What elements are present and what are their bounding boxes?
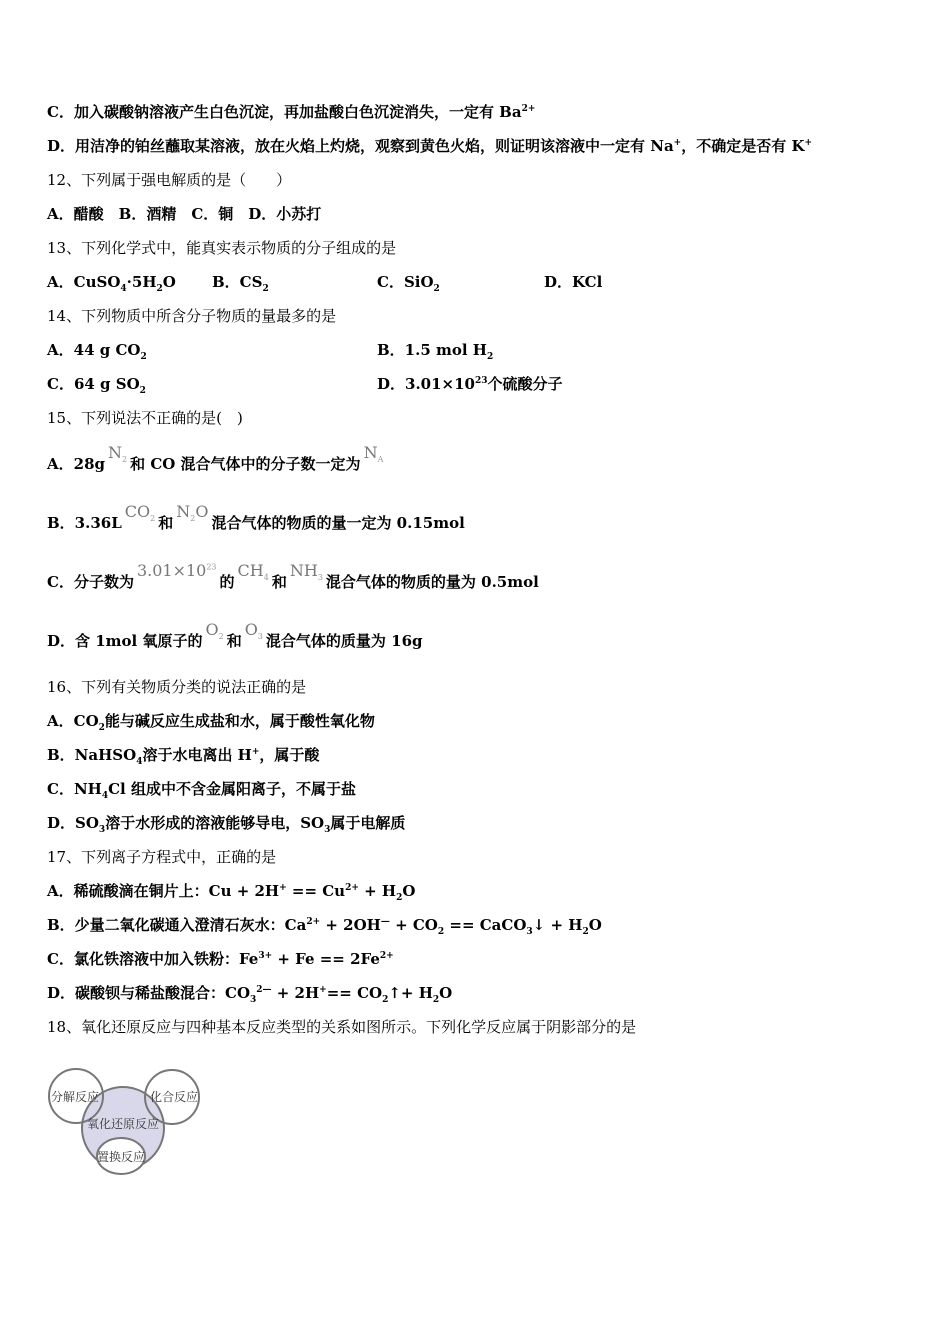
question-16-option-b: B．NaHSO$_4$溶于水电离出 H+，属于酸 — [47, 746, 320, 767]
question-17-option-a: A．稀硫酸滴在铜片上：$Cu + 2H^+ == Cu^{2+} + H_2O$ — [47, 882, 416, 903]
question-12-options: A．醋酸 B．酒精 C．铜 D．小苏打 — [47, 205, 322, 223]
decomposition-label: 分解反应 — [50, 1090, 100, 1104]
question-17-option-d: D．碳酸钡与稀盐酸混合：$CO_3^{2—} + 2H^+==$ $CO_2↑+ H_2O$ — [47, 984, 453, 1005]
question-15-option-d: D．含 1mol 氧原子的$O_2$ 和$O_3$ 混合气体的质量为 16g — [47, 620, 423, 650]
question-17-option-b: B．少量二氧化碳通入澄清石灰水：$Ca^{2+} + 2OH^— + CO_2$ == CaCO$_3$↓ + $H_2O$ — [47, 916, 602, 937]
question-13-stem: 13、下列化学式中，能真实表示物质的分子组成的是 — [47, 239, 397, 257]
question-16-stem: 16、下列有关物质分类的说法正确的是 — [47, 678, 307, 696]
question-17-option-c: C．氯化铁溶液中加入铁粉：$Fe^{3+} + Fe == 2Fe^{2+}$ — [47, 950, 394, 968]
question-15-option-c: C．分子数为$3.01\times 10^{23}$的$CH_4$ 和$NH_3$ 混合气体的物质的量为 0.5mol — [47, 561, 539, 591]
question-16-option-c: C．$NH_4Cl$ 组成中不含金属阳离子，不属于盐 — [47, 780, 356, 801]
question-17-stem: 17、下列离子方程式中，正确的是 — [47, 848, 277, 866]
question-16-option-a: A．$CO_2$能与碱反应生成盐和水，属于酸性氧化物 — [47, 712, 375, 733]
question-15-stem: 15、下列说法不正确的是( ) — [47, 409, 243, 427]
question-14-options-ab: A．44 g $CO_2$ B．1.5 mol $H_2$ — [47, 341, 494, 362]
question-15-option-a: A．$28gN_2$ 和 CO 混合气体中的分子数一定为$N_A$ — [47, 443, 384, 473]
question-14-stem: 14、下列物质中所含分子物质的量最多的是 — [47, 307, 337, 325]
question-16-option-d: D．$SO_3$溶于水形成的溶液能够导电，$SO_3$属于电解质 — [47, 814, 406, 835]
question-12-stem: 12、下列属于强电解质的是（ ） — [47, 171, 292, 189]
question-13-options: A．$CuSO_4\cdot 5H_2O$ B．$CS_2$ C．SiO$_2$ D．KCl — [47, 273, 603, 294]
question-15-option-b: B．$3.36LCO_2$ 和$N_2O$混合气体的物质的量一定为 0.15mol — [47, 502, 465, 532]
question-14-options-cd: C．64 g $SO_2$ D．$3.01\times 10^{23}$个硫酸分子 — [47, 375, 563, 396]
replacement-label: 置换反应 — [96, 1150, 146, 1164]
reaction-types-venn-diagram — [46, 1064, 202, 1182]
option-c-line: C．加入碳酸钠溶液产生白色沉淀，再加盐酸白色沉淀消失，一定有 $Ba^{2+}$ — [47, 103, 536, 121]
combination-label: 化合反应 — [149, 1090, 199, 1104]
option-d-line: D．用洁净的铂丝蘸取某溶液，放在火焰上灼烧，观察到黄色火焰，则证明该溶液中一定有 Na+，不确定是否有 K+ — [47, 137, 813, 155]
question-18-stem: 18、氧化还原反应与四种基本反应类型的关系如图所示。下列化学反应属于阴影部分的是 — [47, 1018, 637, 1036]
redox-label: 氧化还原反应 — [86, 1117, 160, 1131]
